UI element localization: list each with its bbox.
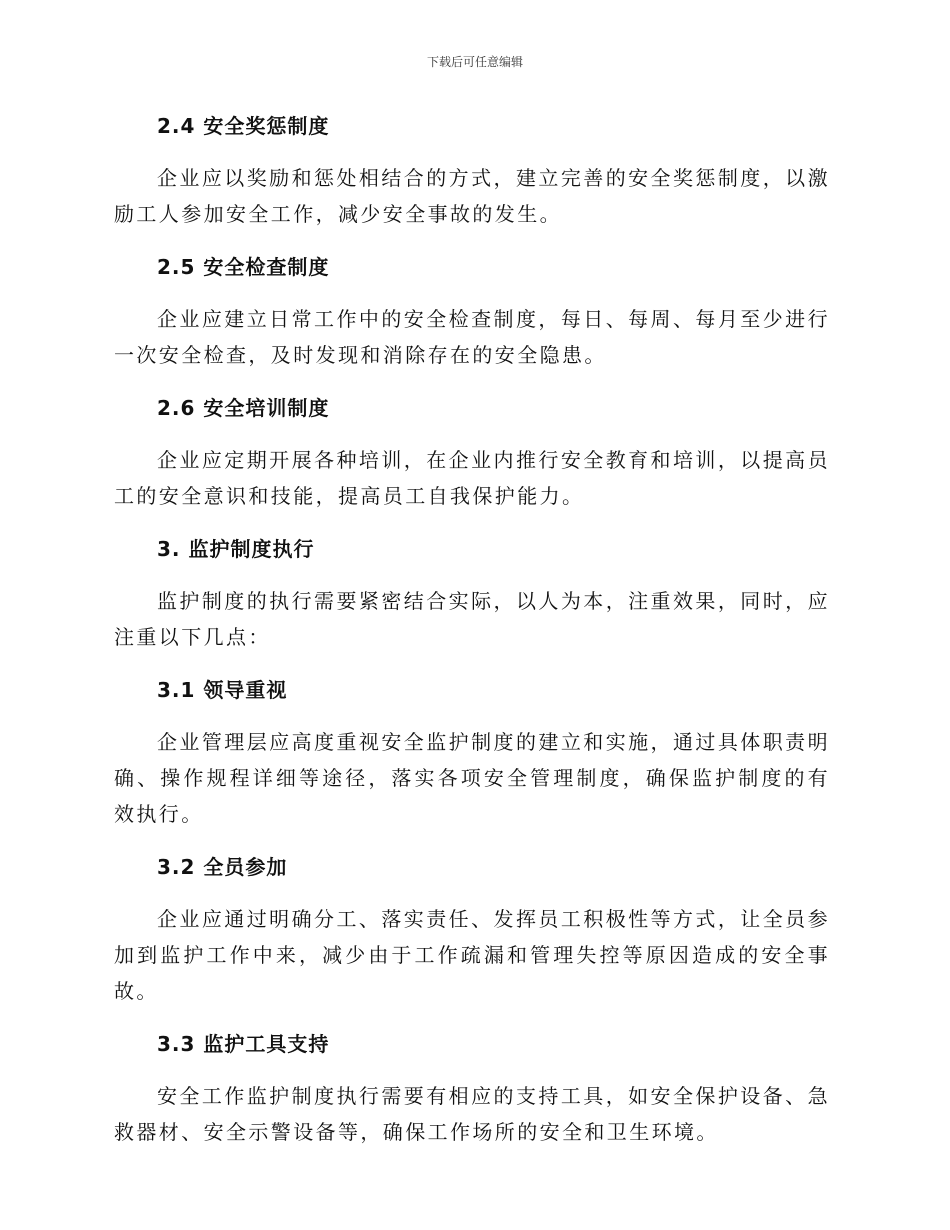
- section-paragraph: 企业应建立日常工作中的安全检查制度，每日、每周、每月至少进行一次安全检查，及时发现和消除存在的安全隐患。: [114, 307, 830, 367]
- section-paragraph: 监护制度的执行需要紧密结合实际，以人为本，注重效果，同时，应注重以下几点：: [114, 589, 830, 649]
- section-2-4: [114, 108, 830, 249]
- section-paragraph: 安全工作监护制度执行需要有相应的支持工具，如安全保护设备、急救器材、安全示警设备等，确保工作场所的安全和卫生环境。: [114, 1084, 830, 1144]
- section-heading: 3.3 监护工具支持: [157, 1032, 330, 1056]
- section-heading: 2.4 安全奖惩制度: [157, 114, 330, 138]
- page-header: 下载后可任意编辑: [426, 55, 523, 69]
- section-3-2: [114, 849, 830, 1026]
- section-paragraph: 企业应定期开展各种培训，在企业内推行安全教育和培训，以提高员工的安全意识和技能，提高员工自我保护能力。: [114, 448, 830, 508]
- section-3-1: [114, 672, 830, 849]
- section-heading: 2.6 安全培训制度: [157, 396, 330, 420]
- section-paragraph: 企业管理层应高度重视安全监护制度的建立和实施，通过具体职责明确、操作规程详细等途径，落实各项安全管理制度，确保监护制度的有效执行。: [114, 730, 830, 826]
- section-heading: 2.5 安全检查制度: [157, 255, 330, 279]
- section-paragraph: 企业应以奖励和惩处相结合的方式，建立完善的安全奖惩制度，以激励工人参加安全工作，减少安全事故的发生。: [114, 166, 830, 226]
- section-heading: 3.2 全员参加: [157, 855, 288, 879]
- document-body: [114, 108, 830, 1150]
- section-2-6: [114, 390, 830, 531]
- section-3: [114, 531, 830, 672]
- section-heading: 3. 监护制度执行: [157, 537, 315, 561]
- section-3-3: [114, 1026, 830, 1150]
- section-2-5: [114, 249, 830, 390]
- section-heading: 3.1 领导重视: [157, 678, 288, 702]
- section-paragraph: 企业应通过明确分工、落实责任、发挥员工积极性等方式，让全员参加到监护工作中来，减少由于工作疏漏和管理失控等原因造成的安全事故。: [114, 907, 830, 1003]
